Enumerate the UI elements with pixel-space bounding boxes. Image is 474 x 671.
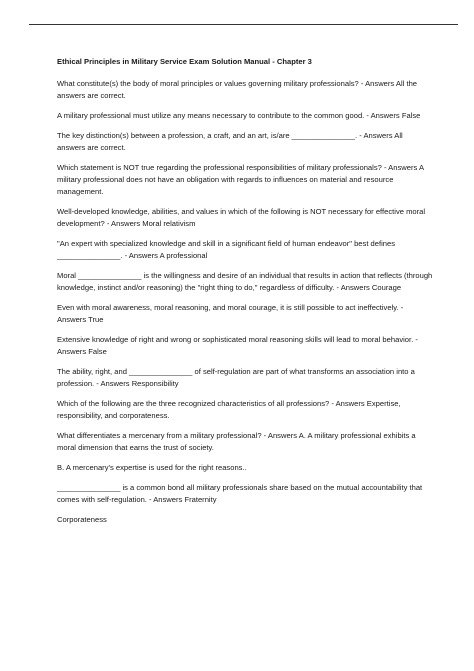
qa-paragraph-14: _______________ is a common bond all military professionals share based on the mutual accountability that comes with self-regulation. - Answers Fraternity bbox=[57, 483, 423, 504]
qa-paragraph-15: Corporateness bbox=[57, 515, 107, 524]
qa-paragraph-13: B. A mercenary's expertise is used for the right reasons.. bbox=[57, 463, 247, 472]
qa-paragraph-4: Which statement is NOT true regarding the professional responsibilities of military professionals? - Answers A military professional does not have an obligation with regards to influences on material and resource management. bbox=[57, 163, 424, 196]
header-rule bbox=[29, 24, 458, 25]
qa-paragraph-3: The key distinction(s) between a profession, a craft, and an art, is/are _______________. - Answers All answers are correct. bbox=[57, 131, 403, 152]
document-body bbox=[57, 56, 433, 534]
qa-paragraph-7: Moral _______________ is the willingness and desire of an individual that results in action that reflects (through knowledge, instinct and/or reasoning) the "right thing to do," regardless of difficulty. - Answers Courage bbox=[57, 271, 433, 292]
qa-paragraph-9: Extensive knowledge of right and wrong or sophisticated moral reasoning skills will lead to moral behavior. - Answers False bbox=[57, 335, 418, 356]
qa-paragraph-1: What constitute(s) the body of moral principles or values governing military professionals? - Answers All the answers are correct. bbox=[57, 79, 418, 100]
qa-paragraph-6: "An expert with specialized knowledge and skill in a significant field of human endeavor" best defines _______________. - Answers A professional bbox=[57, 239, 396, 260]
qa-paragraph-11: Which of the following are the three recognized characteristics of all professions? - Answers Expertise, responsibility, and corporateness. bbox=[57, 399, 401, 420]
qa-paragraph-10: The ability, right, and _______________ of self-regulation are part of what transforms an association into a profession. - Answers Responsibility bbox=[57, 367, 415, 388]
document-title: Ethical Principles in Military Service Exam Solution Manual - Chapter 3 bbox=[57, 57, 312, 66]
qa-paragraph-2: A military professional must utilize any means necessary to contribute to the common good. - Answers False bbox=[57, 111, 421, 120]
qa-paragraph-8: Even with moral awareness, moral reasoning, and moral courage, it is still possible to act ineffectively. - Answers True bbox=[57, 303, 404, 324]
qa-paragraph-5: Well-developed knowledge, abilities, and values in which of the following is NOT necessary for effective moral development? - Answers Moral relativism bbox=[57, 207, 426, 228]
qa-paragraph-12: What differentiates a mercenary from a military professional? - Answers A. A military professional exhibits a moral dimension that earns the trust of society. bbox=[57, 431, 416, 452]
